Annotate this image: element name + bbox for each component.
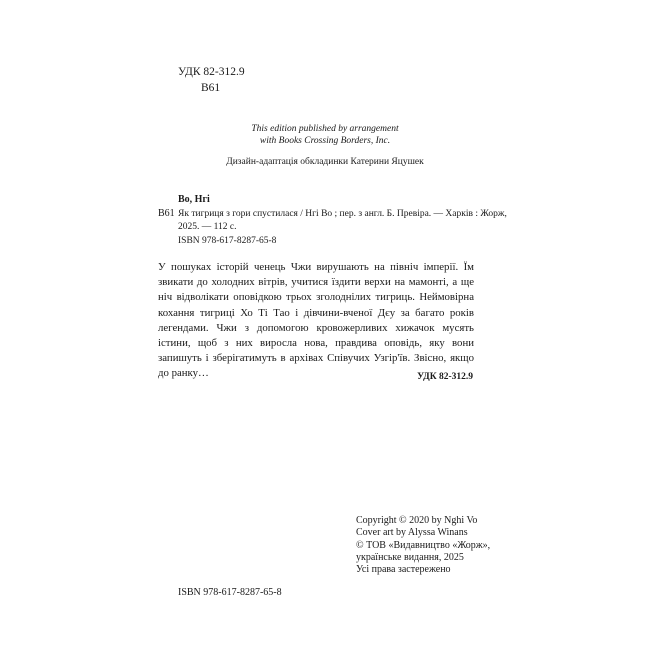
annotation-paragraph [158, 260, 474, 382]
udk-bottom: УДК 82-312.9 [417, 372, 473, 382]
catalog-author: Во, Нгі [178, 194, 210, 205]
annotation-line: запишуть і зберігатимуть в архівах Співучих Узгір'їв. Звісно, якщо [158, 352, 474, 365]
catalog-isbn: ISBN 978-617-8287-65-8 [178, 236, 277, 246]
isbn-bottom: ISBN 978-617-8287-65-8 [178, 587, 282, 598]
catalog-description [178, 208, 507, 233]
bbk-code: В61 [201, 82, 221, 94]
annotation-line: до ранку… [158, 367, 209, 380]
catalog-code: В61 [158, 208, 175, 219]
annotation-line: істини, щоб з них виросла нова, правдива оповідь, яку вони [158, 336, 474, 349]
design-credit: Дизайн-адаптація обкладинки Катерини Яцушек [226, 157, 424, 167]
arrangement-line-2: with Books Crossing Borders, Inc. [259, 136, 391, 146]
copyright-line: © ТОВ «Видавництво «Жорж», [356, 539, 491, 551]
arrangement-note [0, 123, 650, 147]
annotation-line: легендами. Чжи з допомогою кровожерливих хижачок мусять [158, 321, 474, 334]
catalog-line-2: 2025. — 112 с. [178, 221, 237, 232]
arrangement-line-1: This edition published by arrangement [251, 124, 399, 134]
annotation-line: звикати до холодних вітрів, учитися їздити верхи на мамонті, а ще [158, 276, 474, 289]
annotation-line: ніч відволікати оповідкою трьох зголоднілих тигриць. Неймовірна [158, 291, 474, 304]
catalog-line-1: Як тигриця з гори спустилася / Нгі Во ; пер. з англ. Б. Превіра. — Харків : Жорж, [178, 209, 507, 219]
copyright-line: Cover art by Alyssa Winans [356, 527, 468, 539]
annotation-line: У пошуках історій ченець Чжи вирушають на північ імперії. Їм [158, 261, 474, 273]
copyright-line: Усі права застережено [356, 564, 451, 576]
annotation-line: кохання тигриці Хо Ті Тао і дівчини-вченої Дєу за багато років [158, 306, 474, 319]
copyright-line: Copyright © 2020 by Nghi Vo [356, 515, 478, 526]
copyright-block [356, 515, 490, 576]
udk-code: УДК 82-312.9 [178, 66, 245, 78]
copyright-line: українське видання, 2025 [356, 551, 464, 563]
